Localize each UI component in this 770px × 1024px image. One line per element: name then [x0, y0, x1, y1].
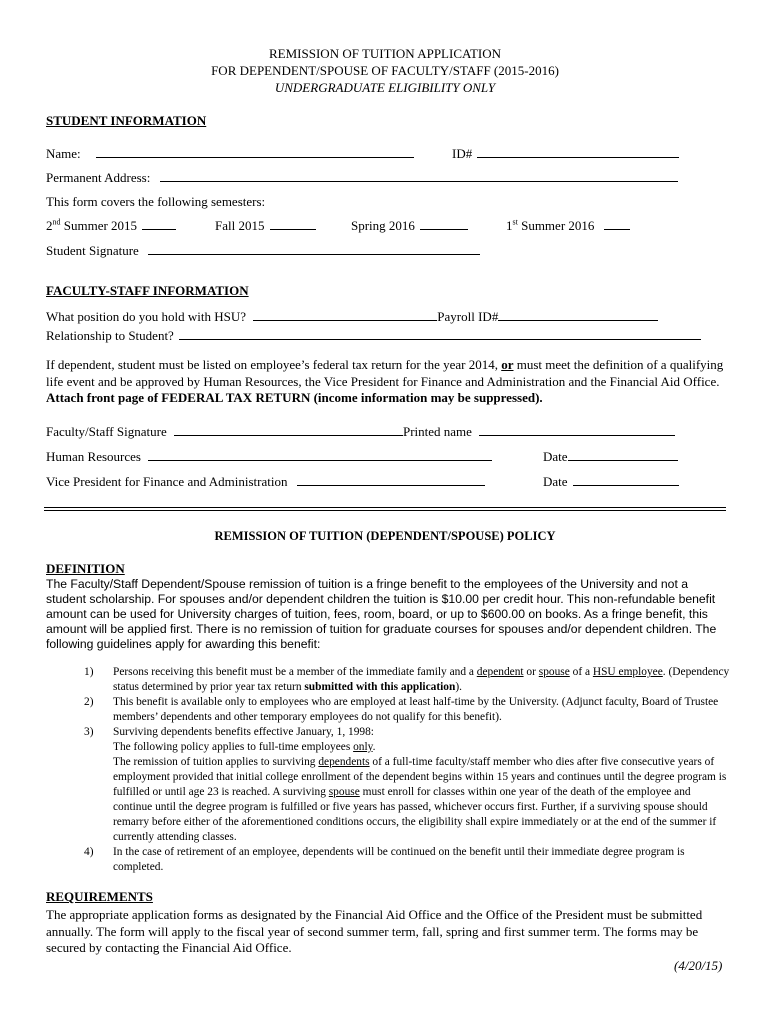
student-info-title: STUDENT INFORMATION — [46, 113, 207, 128]
dependent-requirement: If dependent, student must be listed on employee’s federal tax return for the year 2014, or must meet the definition of a qualifying life event and be approved by Human Resources, the Vice President for Finance and Administration and the Financial Aid Office. Attach front page of FEDERAL TAX RETURN (income information may be suppressed). — [46, 357, 724, 405]
address-label: Permanent Address: — [46, 170, 151, 185]
section-divider-2 — [44, 510, 726, 511]
guidelines-list — [84, 665, 730, 875]
name-field[interactable] — [96, 146, 414, 158]
relationship-field[interactable] — [179, 328, 701, 340]
payroll-label: Payroll ID# — [437, 309, 499, 324]
vp-date-row — [543, 474, 679, 490]
hr-row — [46, 449, 492, 465]
printed-name-field[interactable] — [479, 424, 675, 436]
semester-summer-2015: 2nd Summer 2015 — [46, 218, 176, 234]
id-row — [452, 146, 679, 162]
hr-date-field[interactable] — [568, 449, 678, 461]
faculty-info-title: FACULTY-STAFF INFORMATION — [46, 283, 249, 298]
vp-signature-field[interactable] — [297, 474, 485, 486]
faculty-signature-field[interactable] — [174, 424, 403, 436]
hr-date-row — [543, 449, 678, 465]
hr-date-label: Date — [543, 449, 568, 464]
student-signature-field[interactable] — [148, 243, 480, 255]
semester-fall-2015: Fall 2015 — [215, 218, 316, 234]
section-divider — [44, 507, 726, 508]
address-row — [46, 170, 678, 186]
hr-signature-field[interactable] — [148, 449, 492, 461]
name-label: Name: — [46, 146, 81, 161]
address-field[interactable] — [160, 170, 678, 182]
guideline-2: 2) This benefit is available only to employees who are employed at least half-time by the University. (Adjunct faculty, Board of Trustee members’ dependents and other temporary employees do not qualify for this benefit). — [84, 696, 719, 723]
id-field[interactable] — [477, 146, 679, 158]
faculty-signature-label: Faculty/Staff Signature — [46, 424, 167, 439]
payroll-field[interactable] — [498, 309, 658, 321]
printed-name-label: Printed name — [402, 424, 472, 439]
vp-date-field[interactable] — [573, 474, 679, 486]
summer-2016-field[interactable] — [604, 218, 630, 230]
definition-title: DEFINITION — [46, 561, 125, 576]
relationship-row — [46, 328, 701, 344]
spring-2016-field[interactable] — [420, 218, 468, 230]
guideline-4: 4) In the case of retirement of an employee, dependents will be continued on the benefit until their immediate degree program is completed. — [84, 846, 685, 873]
faculty-signature-row — [46, 424, 675, 440]
position-row — [46, 309, 658, 325]
student-signature-label: Student Signature — [46, 243, 139, 258]
name-row — [46, 146, 414, 162]
guideline-3: 3) Surviving dependents benefits effective January, 1, 1998: The following policy applies to full-time employees only. The remission of tuition applies to surviving dependents of a full-time faculty/staff member who dies after five consecutive years of employment provided that initial college enrollment of the dependent begins within 15 years and continues until the degree program is fulfilled or until age 23 is reached. A surviving spouse must enroll for classes within one year of the death of the employee and continue until the degree program is fulfilled or five years has passed, whichever occurs first. Further, if a surviving spouse should remarry before either of the aforementioned conditions occurs, the eligibility shall expire immediately or at the end of the summer if currently attending classes. — [84, 726, 727, 843]
guideline-1: 1) Persons receiving this benefit must be a member of the immediate family and a dependent or spouse of a HSU employee. (Dependency status determined by prior year tax return submitted with this application). — [84, 666, 730, 693]
fall-2015-field[interactable] — [270, 218, 316, 230]
form-subtitle: FOR DEPENDENT/SPOUSE OF FACULTY/STAFF (2015-2016) — [211, 63, 559, 78]
policy-title: REMISSION OF TUITION (DEPENDENT/SPOUSE) POLICY — [214, 529, 556, 543]
requirements-text: The appropriate application forms as designated by the Financial Aid Office and the Office of the President must be submitted annually. The form will apply to the fiscal year of second summer term, fall, spring and first summer term. The forms may be secured by contacting the Financial Aid Office. — [46, 907, 703, 955]
definition-text: The Faculty/Staff Dependent/Spouse remission of tuition is a fringe benefit to the employees of the University and not a student scholarship. For spouses and/or dependent children the tuition is $10.00 per credit hour. This non-refundable benefit amount can be used for University charges of tuition, fees, room, board, or up to $600.00 on books. As a fringe benefit, this amount will be applied first. There is no remission of tuition for graduate courses for spouses and/or dependent children. The following guidelines apply for awarding this benefit: — [46, 577, 717, 651]
position-field[interactable] — [253, 309, 437, 321]
vp-date-label: Date — [543, 474, 568, 489]
semester-summer-2016: 1st Summer 2016 — [506, 218, 630, 234]
eligibility-note: UNDERGRADUATE ELIGIBILITY ONLY — [274, 80, 496, 95]
revision-date: (4/20/15) — [674, 958, 723, 973]
vp-row — [46, 474, 485, 490]
semesters-label: This form covers the following semesters: — [46, 194, 266, 209]
tax-return-note: Attach front page of FEDERAL TAX RETURN (income information may be suppressed). — [46, 390, 543, 405]
semester-spring-2016: Spring 2016 — [351, 218, 468, 234]
id-label: ID# — [452, 146, 473, 161]
relationship-label: Relationship to Student? — [46, 328, 174, 343]
vp-label: Vice President for Finance and Administration — [46, 474, 288, 489]
summer-2015-field[interactable] — [142, 218, 176, 230]
position-label: What position do you hold with HSU? — [46, 309, 247, 324]
student-signature-row — [46, 243, 480, 259]
form-title: REMISSION OF TUITION APPLICATION — [269, 46, 501, 61]
requirements-title: REQUIREMENTS — [46, 889, 153, 904]
hr-label: Human Resources — [46, 449, 141, 464]
